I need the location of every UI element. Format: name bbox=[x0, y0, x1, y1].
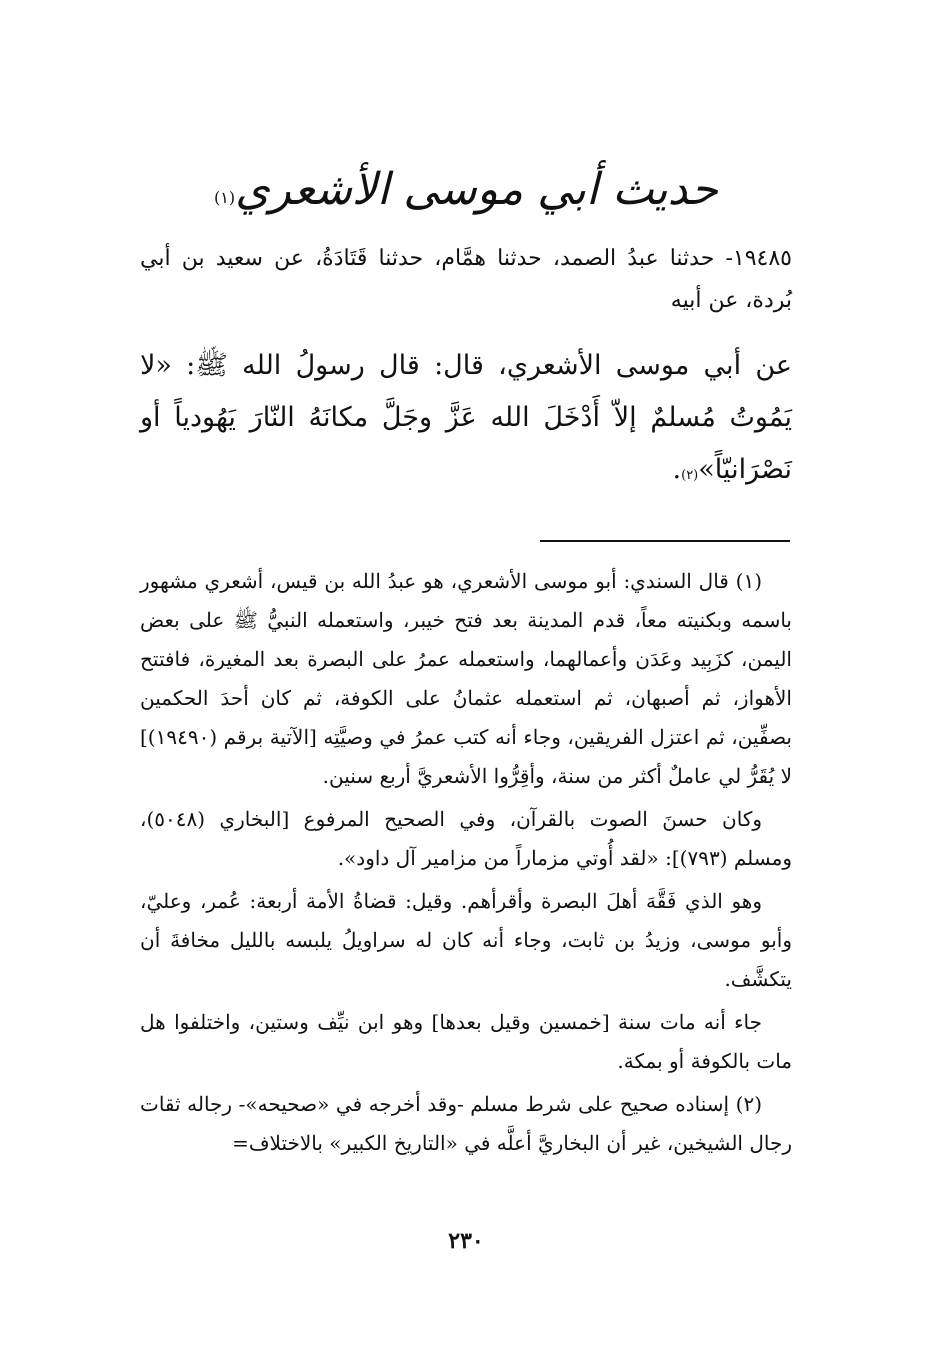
matn-end: . bbox=[672, 454, 682, 485]
footnote-paragraph: (٢) إسناده صحيح على شرط مسلم -وقد أخرجه في «صحيحه»- رجاله ثقات رجال الشيخين، غير أن البخاريَّ أعلَّه في «التاريخ الكبير» بالاختلاف= bbox=[140, 1092, 792, 1155]
footnote-paragraph: وكان حسنَ الصوت بالقرآن، وفي الصحيح المرفوع [البخاري (٥٠٤٨)، ومسلم (٧٩٣)]: «لقد أُوتي مزماراً من مزامير آل داود». bbox=[140, 807, 792, 870]
footnotes bbox=[140, 562, 792, 1167]
hadith-matn: عن أبي موسى الأشعري، قال: قال رسولُ الله ﷺ: «لا يَمُوتُ مُسلمٌ إلاّ أَدْخَلَ الله عَزَّ وجَلَّ مكانَهُ النّارَ يَهُودياً أو نَصْرَانيّاً» bbox=[140, 350, 792, 485]
page-number: ٢٣٠ bbox=[448, 1228, 484, 1254]
matn-footnote-ref: (٢) bbox=[681, 468, 699, 483]
chapter-title: حديث أبي موسى الأشعري bbox=[235, 164, 718, 215]
footnote-divider bbox=[540, 540, 790, 542]
hadith-isnad: ١٩٤٨٥- حدثنا عبدُ الصمد، حدثنا همَّام، حدثنا قَتَادَةُ، عن سعيد بن أبي بُردة، عن أبيه bbox=[140, 246, 792, 313]
footnote-paragraph: (١) قال السندي: أبو موسى الأشعري، هو عبدُ الله بن قيس، أشعري مشهور باسمه وبكنيته معاً، قدم المدينة بعد فتح خيبر، واستعمله النبيُّ ﷺ على بعض اليمن، كزَبِيد وعَدَن وأعمالهما، واستعمله عمرُ على البصرة بعد المغيرة، فافتتح الأهواز، ثم أصبهان، ثم استعمله عثمانُ على الكوفة، ثم كان أحدَ الحكمين بصفِّين، ثم اعتزل الفريقين، وجاء أنه كتب عمرُ في وصيَّتِه [الآتية برقم (١٩٤٩٠)] لا يُقَرُّ لي عاملٌ أكثر من سنة، وأقِرُّوا الأشعريَّ أربع سنين. bbox=[140, 569, 792, 788]
heading-footnote-ref: (١) bbox=[214, 188, 236, 207]
footnote-paragraph: وهو الذي فَقَّهَ أهلَ البصرة وأقرأهم. وقيل: قضاةُ الأمة أربعة: عُمر، وعليّ، وأبو موسى، وزيدُ بن ثابت، وجاء أنه كان له سراويلُ يلبسه بالليل مخافةَ أن يتكشَّف. bbox=[140, 889, 792, 991]
footnote-paragraph: جاء أنه مات سنة [خمسين وقيل بعدها] وهو ابن نيِّف وستين، واختلفوا هل مات بالكوفة أو بمكة. bbox=[140, 1010, 792, 1073]
chapter-heading bbox=[0, 150, 932, 230]
hadith-matn-block bbox=[140, 340, 792, 496]
